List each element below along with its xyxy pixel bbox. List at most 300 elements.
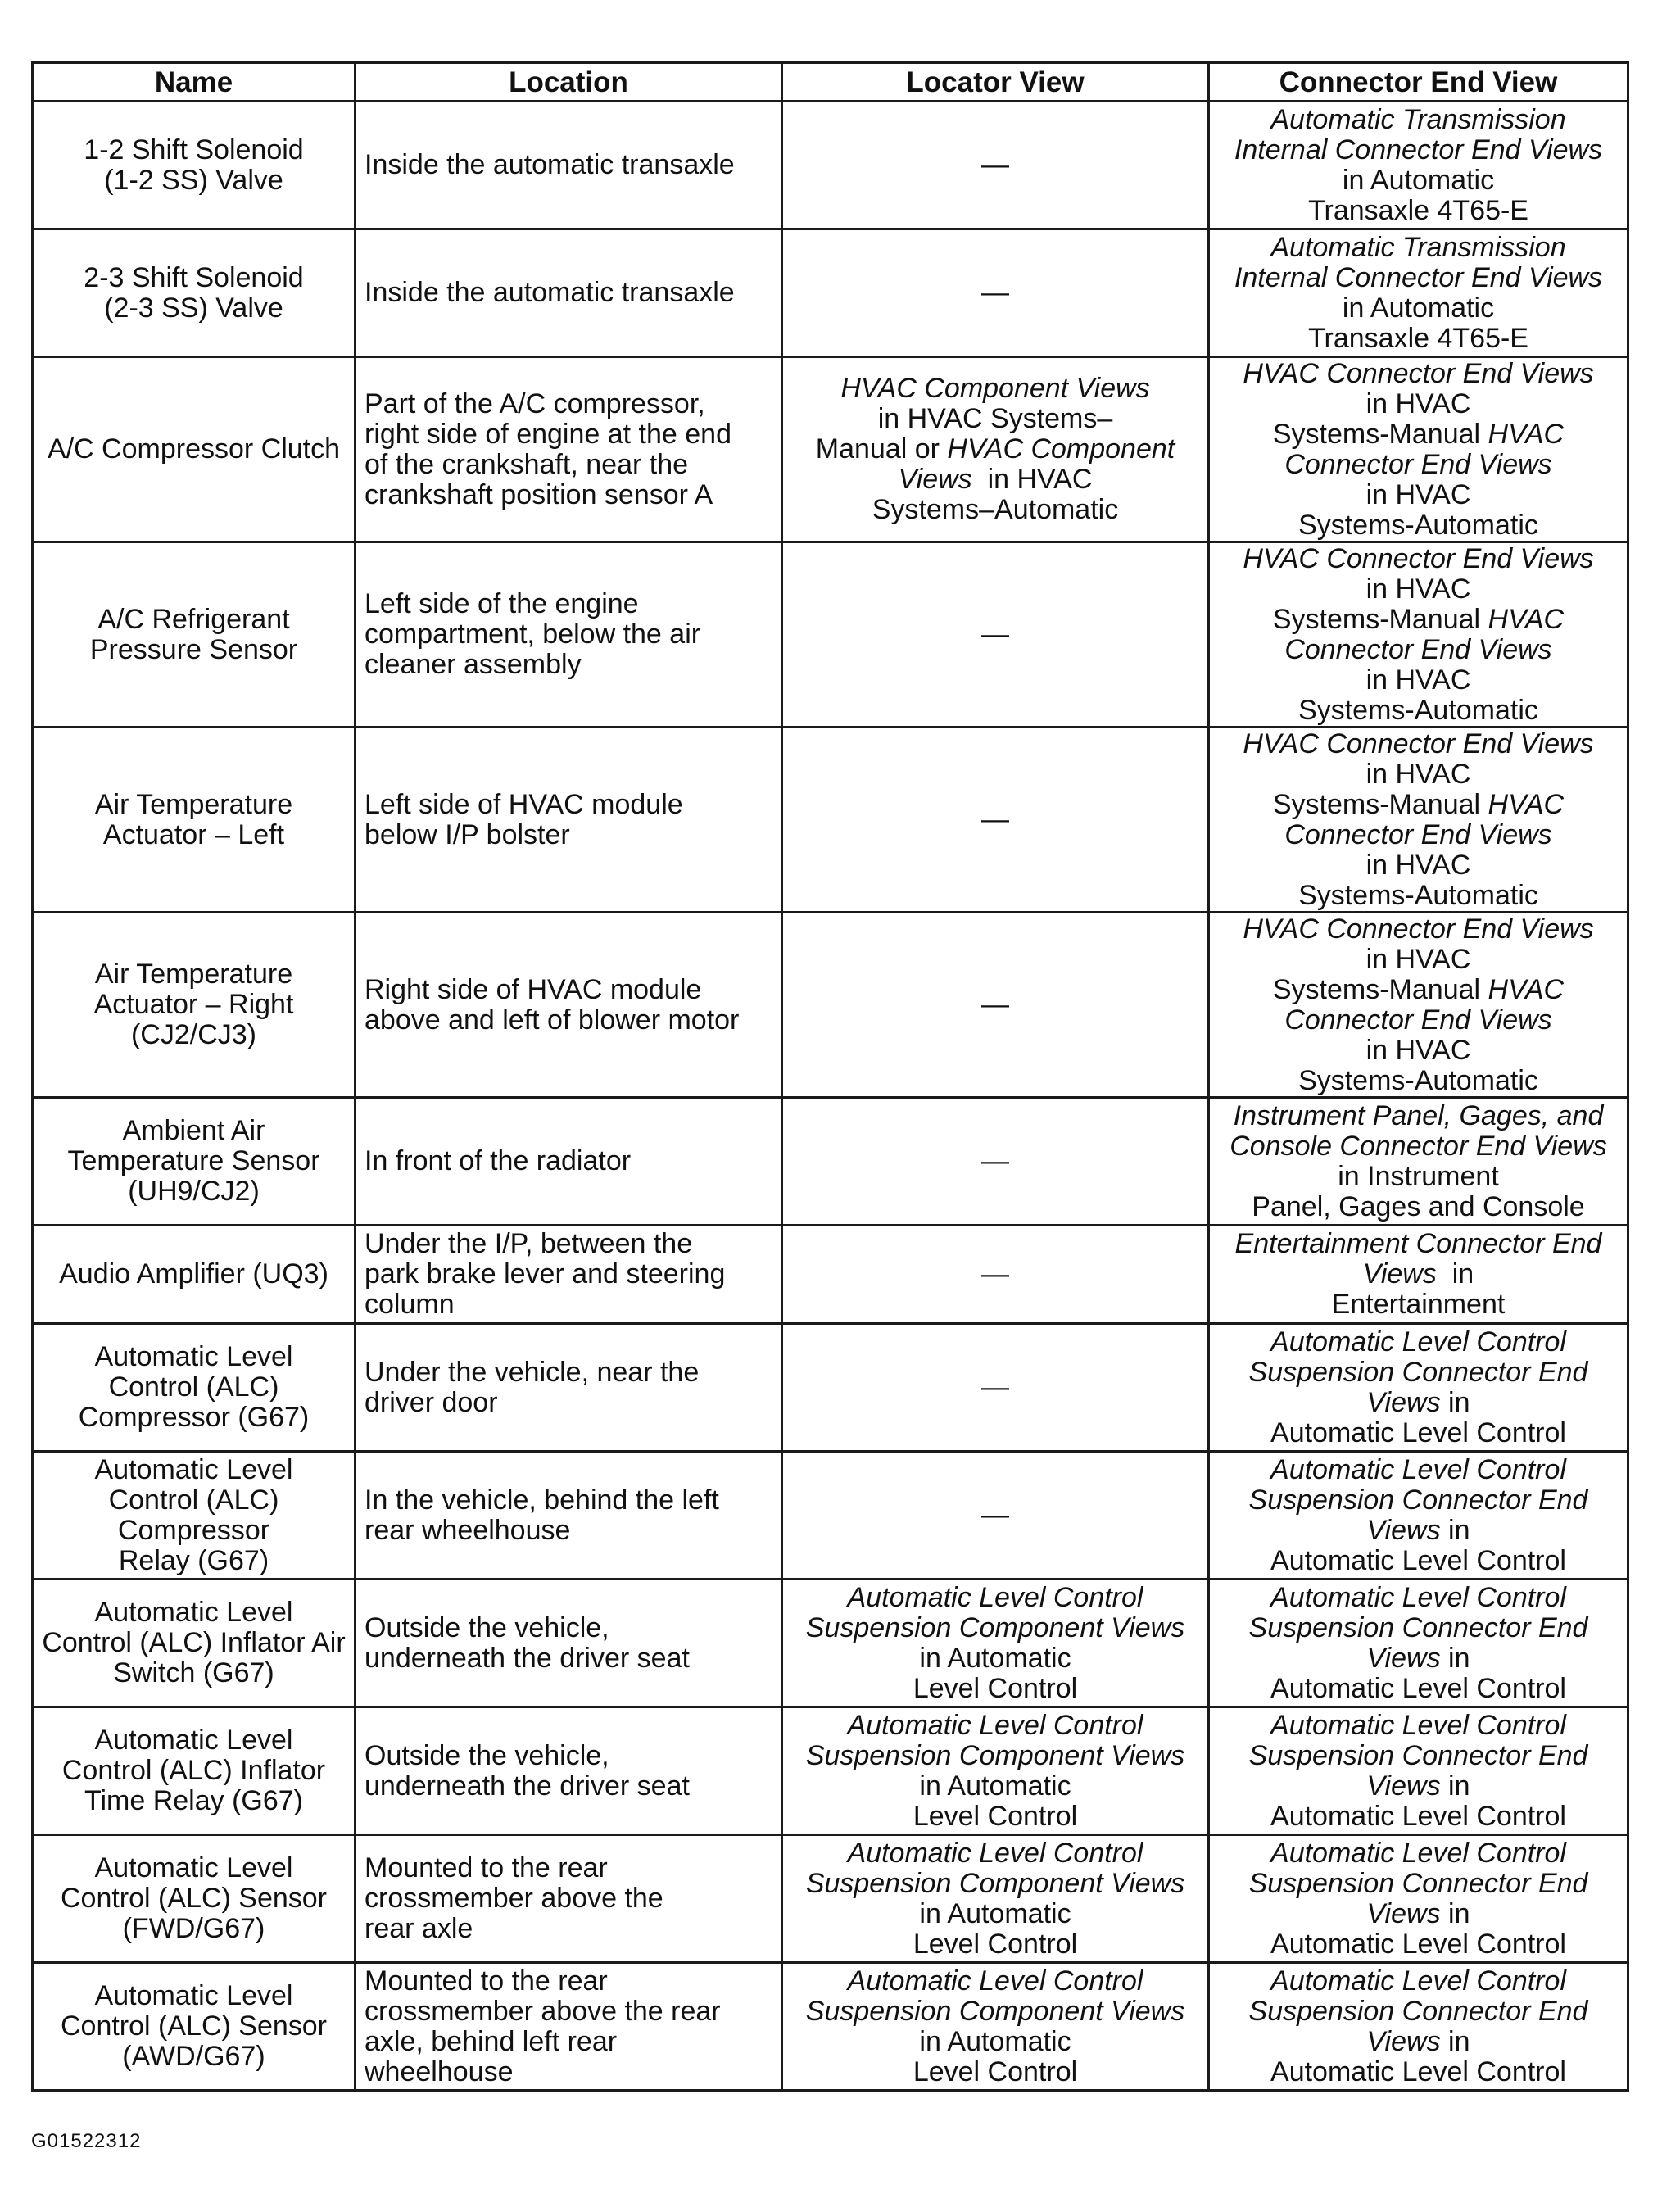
text-segment: Automatic Level Control [847, 1709, 1143, 1741]
cell-line [1218, 665, 1619, 696]
cell-locator-view [782, 1098, 1209, 1226]
cell-line: Temperature Sensor [67, 1145, 320, 1176]
cell-line: Time Relay (G67) [84, 1785, 304, 1816]
cell-line: Mounted to the rear [365, 1852, 608, 1883]
cell-line [791, 619, 1199, 650]
text-segment: Entertainment Connector End [1234, 1228, 1602, 1259]
text-segment: Transaxle 4T65-E [1308, 322, 1528, 354]
table-header-row [33, 63, 1628, 102]
cell-location [355, 1707, 782, 1835]
cell-line [1218, 1583, 1619, 1613]
text-segment: Automatic Transmission [1270, 103, 1566, 135]
text-segment: Systems-Manual [1272, 973, 1488, 1005]
text-segment: HVAC Component [947, 433, 1175, 465]
cell-line [791, 990, 1199, 1020]
text-segment: HVAC [1488, 603, 1565, 635]
cell-locator-view [782, 357, 1209, 542]
cell-line: Automatic Level [94, 1453, 293, 1485]
cell-line [1218, 324, 1619, 354]
cell-line: Pressure Sensor [89, 633, 298, 665]
cell-line: rear wheelhouse [365, 1514, 571, 1546]
cell-name [33, 1452, 355, 1580]
text-segment: in Automatic [1342, 292, 1495, 324]
cell-line [1218, 945, 1619, 975]
cell-location [355, 1324, 782, 1452]
text-segment: Systems-Automatic [1298, 694, 1538, 726]
cell-connector-end-view [1209, 728, 1628, 913]
cell-line [1218, 480, 1619, 510]
text-segment: Connector End Views [1284, 448, 1552, 480]
cell-line [1218, 1192, 1619, 1222]
table-row [33, 1963, 1628, 2091]
text-segment: Automatic Level Control [1270, 1581, 1566, 1613]
cell-location [355, 229, 782, 357]
cell-line: Actuator – Right [93, 989, 294, 1020]
text-segment: Views [1366, 1386, 1441, 1418]
cell-line [1218, 1741, 1619, 1771]
text-segment: Suspension Component Views [805, 1611, 1185, 1643]
text-segment: Views [898, 464, 972, 495]
text-segment: HVAC Component Views [840, 373, 1150, 404]
cell-line [1218, 1711, 1619, 1741]
text-segment: — [981, 1258, 1009, 1290]
component-locator-table [31, 61, 1629, 2092]
cell-line: Ambient Air [122, 1115, 265, 1146]
cell-line: Automatic Level [94, 1725, 293, 1756]
text-segment: in HVAC [1365, 388, 1471, 419]
cell-line [1218, 574, 1619, 605]
text-segment: Suspension Connector End [1248, 1739, 1588, 1771]
cell-line: Control (ALC) [108, 1371, 279, 1403]
cell-connector-end-view [1209, 1580, 1628, 1707]
cell-line: Control (ALC) [108, 1484, 279, 1516]
cell-line: column [365, 1289, 455, 1320]
cell-line [1218, 1101, 1619, 1131]
cell-line: Compressor [117, 1514, 270, 1546]
text-segment: Systems-Manual [1272, 788, 1488, 820]
text-segment: Automatic Level Control [847, 1965, 1143, 1997]
text-segment: in Automatic [1342, 164, 1495, 196]
cell-line: above and left of blower motor [365, 1004, 740, 1036]
cell-line [791, 495, 1199, 525]
text-segment: in Automatic [919, 1642, 1071, 1674]
text-segment: Suspension Connector End [1248, 1356, 1588, 1388]
cell-line: Left side of HVAC module [365, 788, 683, 820]
cell-line [1218, 1036, 1619, 1066]
cell-location [355, 913, 782, 1098]
cell-location [355, 1580, 782, 1707]
cell-location [355, 102, 782, 229]
cell-line [1218, 820, 1619, 850]
cell-line [1218, 2057, 1619, 2087]
text-segment: Transaxle 4T65-E [1308, 194, 1528, 226]
text-segment: Connector End Views [1284, 1004, 1552, 1036]
cell-line [1218, 233, 1619, 263]
cell-line: cleaner assembly [365, 649, 582, 680]
text-segment: HVAC [1488, 418, 1565, 450]
cell-locator-view [782, 1452, 1209, 1580]
text-segment: Automatic Level Control [847, 1581, 1143, 1613]
table-row [33, 542, 1628, 728]
cell-line: Automatic Level [94, 1341, 293, 1372]
cell-line: In the vehicle, behind the left [365, 1484, 719, 1516]
text-segment: Suspension Connector End [1248, 1611, 1588, 1643]
text-segment: — [981, 1499, 1009, 1530]
cell-line [1218, 1229, 1619, 1259]
cell-line [791, 805, 1199, 835]
cell-line: park brake lever and steering [365, 1258, 726, 1290]
cell-line [1218, 1802, 1619, 1832]
cell-locator-view [782, 1580, 1209, 1707]
cell-line [791, 1500, 1199, 1530]
cell-location [355, 1098, 782, 1226]
text-segment: in HVAC [1365, 664, 1471, 696]
cell-line [1218, 1131, 1619, 1162]
cell-line: crossmember above the rear [365, 1995, 721, 2027]
cell-name [33, 1835, 355, 1963]
cell-connector-end-view [1209, 1707, 1628, 1835]
cell-location [355, 728, 782, 913]
cell-line [791, 1802, 1199, 1832]
cell-name [33, 357, 355, 542]
cell-name [33, 913, 355, 1098]
cell-line: Automatic Level [94, 1852, 293, 1883]
text-segment: Systems-Automatic [1298, 879, 1538, 911]
cell-line: Under the vehicle, near the [365, 1356, 700, 1388]
cell-line: (CJ2/CJ3) [130, 1019, 257, 1050]
table-row [33, 913, 1628, 1098]
cell-connector-end-view [1209, 1324, 1628, 1452]
cell-line [1218, 1516, 1619, 1546]
cell-line: Under the I/P, between the [365, 1228, 693, 1259]
text-segment: Level Control [913, 1672, 1078, 1704]
cell-line [1218, 1643, 1619, 1674]
text-segment: Automatic Level Control [1270, 1326, 1566, 1358]
text-segment: Level Control [913, 2056, 1078, 2087]
text-segment: Console Connector End Views [1230, 1130, 1607, 1162]
cell-name [33, 1707, 355, 1835]
text-segment: Views [1366, 1642, 1441, 1674]
cell-locator-view [782, 1707, 1209, 1835]
cell-line: Outside the vehicle, [365, 1739, 609, 1771]
text-segment: Internal Connector End Views [1234, 261, 1603, 293]
text-segment: Automatic Level Control [1270, 1800, 1566, 1832]
text-segment: — [981, 149, 1009, 180]
cell-name [33, 1324, 355, 1452]
cell-line: (2-3 SS) Valve [104, 292, 283, 324]
text-segment: in Instrument [1338, 1160, 1499, 1192]
cell-line [791, 1771, 1199, 1802]
table-row [33, 1707, 1628, 1835]
table-row [33, 1580, 1628, 1707]
cell-line [1218, 1929, 1619, 1960]
cell-name [33, 542, 355, 728]
text-segment: HVAC [1488, 788, 1565, 820]
text-segment: Systems–Automatic [872, 494, 1119, 525]
cell-line [1218, 419, 1619, 450]
text-segment: in HVAC [1365, 758, 1471, 790]
table-row [33, 229, 1628, 357]
cell-line [1218, 1455, 1619, 1485]
text-segment: in HVAC [1365, 1034, 1471, 1066]
cell-line [1218, 790, 1619, 820]
text-segment: Automatic Level Control [1270, 1709, 1566, 1741]
cell-line [1218, 1674, 1619, 1704]
table-row [33, 1226, 1628, 1324]
cell-line [1218, 1162, 1619, 1192]
cell-line: below I/P bolster [365, 818, 570, 850]
cell-line: underneath the driver seat [365, 1642, 690, 1674]
cell-line: Control (ALC) Sensor [60, 1883, 327, 1914]
cell-line [1218, 1613, 1619, 1643]
cell-line [1218, 1358, 1619, 1388]
cell-locator-view [782, 913, 1209, 1098]
text-segment: in [1440, 1770, 1470, 1802]
cell-line [1218, 696, 1619, 726]
cell-line [1218, 1546, 1619, 1576]
cell-line: crossmember above the [365, 1883, 663, 1914]
text-segment: HVAC Connector End Views [1243, 913, 1594, 945]
cell-line: driver door [365, 1386, 498, 1418]
cell-location [355, 1226, 782, 1324]
cell-line: (1-2 SS) Valve [104, 164, 283, 196]
cell-locator-view [782, 1835, 1209, 1963]
cell-location [355, 542, 782, 728]
text-segment: Level Control [913, 1800, 1078, 1832]
text-segment: Automatic Level Control [1270, 2056, 1566, 2087]
cell-line: Outside the vehicle, [365, 1611, 609, 1643]
text-segment: Suspension Connector End [1248, 1867, 1588, 1899]
text-segment: in [1440, 1514, 1470, 1546]
cell-locator-view [782, 1324, 1209, 1452]
cell-line [791, 1259, 1199, 1290]
text-segment: — [981, 619, 1009, 650]
cell-line: underneath the driver seat [365, 1770, 690, 1802]
text-segment: in Automatic [919, 1770, 1071, 1802]
cell-line [1218, 1485, 1619, 1516]
cell-line [791, 1372, 1199, 1403]
cell-line [1218, 105, 1619, 135]
cell-line [1218, 729, 1619, 759]
cell-line [791, 2027, 1199, 2057]
cell-line [1218, 263, 1619, 293]
cell-line: Inside the automatic transaxle [365, 277, 735, 308]
text-segment: Suspension Connector End [1248, 1995, 1588, 2027]
cell-line: wheelhouse [365, 2056, 514, 2087]
cell-line: Compressor (G67) [78, 1402, 310, 1433]
text-segment: Systems-Automatic [1298, 509, 1538, 541]
text-segment: in HVAC [1365, 573, 1471, 605]
text-segment: in Automatic [919, 2025, 1071, 2057]
text-segment: Panel, Gages and Console [1252, 1190, 1585, 1222]
text-segment: Systems-Automatic [1298, 1064, 1538, 1096]
text-segment: HVAC Connector End Views [1243, 357, 1594, 389]
cell-line [1218, 850, 1619, 881]
text-segment: Connector End Views [1284, 633, 1552, 665]
text-segment: Automatic Level Control [1270, 1837, 1566, 1869]
cell-line: Right side of HVAC module [365, 973, 702, 1005]
cell-line [791, 1741, 1199, 1771]
table-row [33, 728, 1628, 913]
cell-line [791, 1613, 1199, 1643]
cell-line [791, 1966, 1199, 1997]
column-header-locator-view: Locator View [782, 63, 1209, 102]
cell-line: right side of engine at the end [365, 418, 731, 450]
table-row [33, 357, 1628, 542]
cell-line [791, 465, 1199, 495]
text-segment: — [981, 1145, 1009, 1176]
cell-line [1218, 1869, 1619, 1899]
cell-line [791, 2057, 1199, 2087]
cell-location [355, 357, 782, 542]
text-segment: in Automatic [919, 1897, 1071, 1929]
cell-line: Actuator – Left [102, 818, 285, 850]
text-segment: Views [1366, 1770, 1441, 1802]
cell-line [1218, 1388, 1619, 1418]
cell-line [791, 1711, 1199, 1741]
text-segment: — [981, 1371, 1009, 1403]
text-segment: Suspension Component Views [805, 1867, 1185, 1899]
cell-line [1218, 544, 1619, 574]
text-segment: in [1440, 1386, 1470, 1418]
cell-line: 1-2 Shift Solenoid [84, 134, 304, 165]
cell-line: Control (ALC) Sensor [60, 2010, 327, 2042]
cell-name [33, 728, 355, 913]
cell-line [1218, 914, 1619, 945]
text-segment: HVAC [1488, 973, 1565, 1005]
cell-line: Air Temperature [94, 959, 293, 990]
text-segment: — [981, 277, 1009, 308]
cell-line [1218, 1771, 1619, 1802]
table-row [33, 1098, 1628, 1226]
text-segment: Automatic Transmission [1270, 231, 1566, 263]
text-segment: in HVAC [1365, 849, 1471, 881]
cell-line: A/C Compressor Clutch [47, 433, 341, 465]
text-segment: Systems-Manual [1272, 603, 1488, 635]
text-segment: in HVAC [971, 464, 1093, 495]
table-row [33, 1324, 1628, 1452]
cell-line [1218, 605, 1619, 635]
cell-name [33, 1580, 355, 1707]
cell-line: 2-3 Shift Solenoid [84, 261, 304, 293]
cell-line: compartment, below the air [365, 619, 701, 650]
cell-line [791, 404, 1199, 434]
table-row [33, 1452, 1628, 1580]
text-segment: in [1440, 2025, 1470, 2057]
cell-connector-end-view [1209, 1226, 1628, 1324]
cell-line [1218, 165, 1619, 196]
text-segment: Suspension Component Views [805, 1739, 1185, 1771]
text-segment: — [981, 989, 1009, 1020]
text-segment: in HVAC Systems– [877, 403, 1113, 434]
table-row [33, 1835, 1628, 1963]
text-segment: Automatic Level Control [1270, 1928, 1566, 1960]
text-segment: in [1440, 1642, 1470, 1674]
cell-line [791, 1997, 1199, 2027]
cell-line [791, 1869, 1199, 1899]
text-segment: Entertainment [1331, 1289, 1506, 1320]
cell-line [791, 1674, 1199, 1704]
cell-line [1218, 1005, 1619, 1036]
cell-line [1218, 1066, 1619, 1096]
text-segment: HVAC Connector End Views [1243, 542, 1594, 574]
cell-line [1218, 1259, 1619, 1290]
cell-location [355, 1963, 782, 2091]
cell-line [1218, 881, 1619, 911]
cell-line [1218, 510, 1619, 541]
cell-line: Automatic Level [94, 1597, 293, 1628]
figure-id: G01522312 [31, 2130, 142, 2152]
cell-line: Air Temperature [94, 788, 293, 820]
text-segment: Automatic Level Control [1270, 1672, 1566, 1704]
text-segment: — [981, 804, 1009, 835]
cell-connector-end-view [1209, 102, 1628, 229]
cell-connector-end-view [1209, 229, 1628, 357]
cell-line: of the crankshaft, near the [365, 448, 689, 480]
column-header-name: Name [33, 63, 355, 102]
table-body [33, 102, 1628, 2091]
column-header-location: Location [355, 63, 782, 102]
cell-line [1218, 1418, 1619, 1448]
cell-connector-end-view [1209, 1963, 1628, 2091]
cell-line: A/C Refrigerant [97, 603, 290, 635]
cell-line: Automatic Level [94, 1980, 293, 2011]
cell-locator-view [782, 1226, 1209, 1324]
cell-name [33, 102, 355, 229]
text-segment: Automatic Level Control [1270, 1544, 1566, 1576]
cell-line [791, 1929, 1199, 1960]
cell-line: In front of the radiator [365, 1145, 632, 1176]
cell-line: Inside the automatic transaxle [365, 149, 735, 180]
cell-locator-view [782, 542, 1209, 728]
cell-line [1218, 1899, 1619, 1929]
cell-line: Control (ALC) Inflator Air [42, 1627, 346, 1658]
cell-connector-end-view [1209, 1452, 1628, 1580]
cell-locator-view [782, 1963, 1209, 2091]
cell-name [33, 1226, 355, 1324]
text-segment: Views [1366, 1514, 1441, 1546]
text-segment: Suspension Connector End [1248, 1484, 1588, 1516]
cell-name [33, 1963, 355, 2091]
cell-line: Audio Amplifier (UQ3) [59, 1258, 328, 1290]
cell-line [1218, 759, 1619, 790]
text-segment: Suspension Component Views [805, 1995, 1185, 2027]
cell-line [1218, 359, 1619, 389]
cell-name [33, 229, 355, 357]
cell-line: Switch (G67) [113, 1657, 274, 1688]
text-segment: Views [1362, 1258, 1437, 1290]
cell-line [791, 1643, 1199, 1674]
cell-line [1218, 135, 1619, 165]
text-segment: Systems-Manual [1272, 418, 1488, 450]
text-segment: Manual or [815, 433, 948, 465]
cell-line: Part of the A/C compressor, [365, 388, 705, 419]
column-header-connector-end-view: Connector End View [1209, 63, 1628, 102]
text-segment: in HVAC [1365, 943, 1471, 975]
cell-line [1218, 2027, 1619, 2057]
cell-connector-end-view [1209, 913, 1628, 1098]
text-segment: Views [1366, 1897, 1441, 1929]
text-segment: Views [1366, 2025, 1441, 2057]
cell-line: crankshaft position sensor A [365, 478, 713, 510]
text-segment: in HVAC [1365, 478, 1471, 510]
text-segment: Instrument Panel, Gages, and [1233, 1099, 1604, 1131]
cell-line: rear axle [365, 1913, 473, 1944]
cell-line [1218, 1966, 1619, 1997]
cell-location [355, 1835, 782, 1963]
cell-connector-end-view [1209, 542, 1628, 728]
cell-line [791, 1899, 1199, 1929]
